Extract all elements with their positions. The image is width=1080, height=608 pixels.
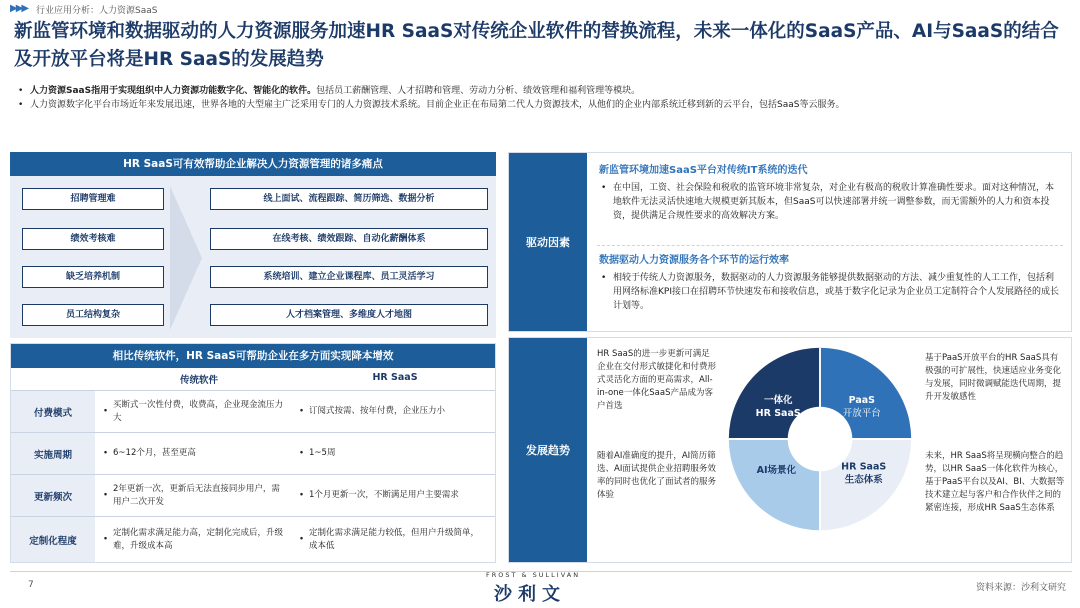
chevron-icon: ▶▶▶ — [10, 3, 28, 14]
drivers-text-2: • 相较于传统人力资源服务，数据驱动的人力资源服务能够提供数据驱动的方法、减少重复性的人工工作，包括利用网络标准KPI接口在招聘环节快速发布和接收信息，或基于数字化记录为企业员工定制符合个人发展路径的成长计划等。 — [599, 271, 1059, 313]
intro-bullet-2-text: 人力资源数字化平台市场近年来发展迅速，世界各地的大型雇主广泛采用专门的人力资源技术系统。目前企业正在布局第二代人力资源技术，从他们的企业内部系统迁移到新的云平台，包括SaaS等云服务。 — [30, 100, 845, 110]
trends-label: 发展趋势 — [509, 338, 587, 562]
cell-traditional: • 6~12个月，甚至更高 — [97, 433, 293, 474]
table-row — [11, 432, 495, 474]
pain-item: 缺乏培养机制 — [22, 266, 164, 288]
pain-item: 招聘管理难 — [22, 188, 164, 210]
trend-text-top-left: HR SaaS的进一步更新可满足企业在交付形式敏捷化和付费形式灵活化方面的更高需求，All-in-one一体化SaaS产品成为客户首选 — [597, 349, 717, 411]
table-row — [11, 516, 495, 562]
solution-item: 系统培训、建立企业课程库、员工灵活学习 — [210, 266, 488, 288]
cell-traditional: • 2年更新一次，更新后无法直接同步用户，需用户二次开发 — [97, 475, 293, 516]
quadrant-1-line-1: 一体化 — [763, 394, 793, 406]
trend-text-bottom-right: 未来，HR SaaS将呈现横向整合的趋势，以HR SaaS一体化软件为核心，基于PaaS平台以及AI、BI、大数据等技术建立起与客户和合作伙伴之间的紧密连接，形成HR SaaS生态体系 — [925, 451, 1065, 513]
column-header-saas: HR SaaS — [372, 372, 418, 383]
pain-item: 绩效考核难 — [22, 228, 164, 250]
drivers-panel — [508, 152, 1072, 332]
brand-logo: 沙利文 — [494, 584, 566, 605]
intro-bullet-1-text: 包括员工薪酬管理、人才招聘和管理、劳动力分析、绩效管理和福利管理等模块。 — [316, 86, 641, 96]
trend-text-bottom-left: 随着AI准确度的提升，AI简历筛选、AI面试提供企业招聘服务效率的同时也优化了面试者的服务体验 — [597, 451, 717, 500]
drivers-text-1: • 在中国，工资、社会保险和税收的监管环境非常复杂，对企业有极高的税收计算准确性要求。面对这种情况，本地软件无法灵活快速地大规模更新其版本，但SaaS可以快速部署并统一调整参数，而无需额外的人力和资本投资，提供满足合规性要求的高效解决方案。 — [599, 181, 1059, 223]
cell-saas: • 订阅式按需、按年付费，企业压力小 — [293, 391, 491, 432]
breadcrumb: 行业应用分析：人力资源SaaS — [36, 6, 158, 16]
comparison-panel — [10, 343, 496, 563]
intro-bullets — [16, 84, 1066, 112]
source-note: 资料来源：沙利文研究 — [975, 583, 1066, 593]
cell-traditional: • 定制化需求满足能力高，定制化完成后，升级难，升级成本高 — [97, 517, 293, 562]
row-label: 定制化程度 — [11, 517, 95, 562]
quadrant-4-line-1: HR SaaS — [841, 461, 887, 473]
drivers-label: 驱动因素 — [509, 153, 587, 331]
pain-panel-heading: HR SaaS可有效帮助企业解决人力资源管理的诸多痛点 — [10, 152, 496, 176]
top-bar — [0, 0, 1080, 18]
trend-donut-diagram — [725, 344, 915, 534]
cell-saas: • 1个月更新一次，不断满足用户主要需求 — [293, 475, 491, 516]
cell-saas: • 1~5周 — [293, 433, 491, 474]
quadrant-4-line-2: 生态体系 — [844, 474, 883, 486]
solution-item: 人才档案管理、多维度人才地图 — [210, 304, 488, 326]
compare-panel-heading: 相比传统软件，HR SaaS可帮助企业在多方面实现降本增效 — [11, 344, 495, 368]
pain-item: 员工结构复杂 — [22, 304, 164, 326]
table-row — [11, 390, 495, 432]
quadrant-2-line-2: 开放平台 — [842, 408, 881, 420]
drivers-subheading-2: 数据驱动人力资源服务各个环节的运行效率 — [599, 255, 789, 266]
arrow-right-icon — [170, 186, 202, 330]
pain-points-panel — [10, 152, 496, 338]
trends-panel — [508, 337, 1072, 563]
page-title: 新监管环境和数据驱动的人力资源服务加速HR SaaS对传统企业软件的替换流程，未来一体化的SaaS产品、AI与SaaS的结合及开放平台将是HR SaaS的发展趋势 — [14, 21, 1059, 70]
quadrant-2-line-1: PaaS — [848, 394, 875, 406]
intro-bullet-1-bold: 人力资源SaaS指用于实现组织中人力资源功能数字化、智能化的软件。 — [30, 86, 317, 96]
row-label: 实施周期 — [11, 433, 95, 474]
quadrant-1-line-2: HR SaaS — [755, 408, 801, 420]
column-header-traditional: 传统软件 — [179, 375, 218, 386]
drivers-subheading-1: 新监管环境加速SaaS平台对传统IT系统的迭代 — [599, 165, 808, 176]
divider — [597, 245, 1063, 246]
intro-bullet-1 — [16, 84, 1066, 98]
intro-bullet-2 — [16, 98, 1066, 112]
quadrant-3-label: AI场景化 — [756, 465, 796, 477]
cell-traditional: • 买断式一次性付费，收费高，企业现金流压力大 — [97, 391, 293, 432]
row-label: 付费模式 — [11, 391, 95, 432]
solution-item: 线上面试、流程跟踪、简历筛选、数据分析 — [210, 188, 488, 210]
trend-text-top-right: 基于PaaS开放平台的HR SaaS具有极强的可扩展性，快速适应业务变化与发展，同时微调赋能迭代周期，提升开发敏感性 — [925, 353, 1062, 402]
page-number: 7 — [28, 580, 34, 590]
brand-subtitle: FROST & SULLIVAN — [486, 571, 581, 579]
row-label: 更新频次 — [11, 475, 95, 516]
solution-item: 在线考核、绩效跟踪、自动化薪酬体系 — [210, 228, 488, 250]
cell-saas: • 定制化需求满足能力较低，但用户升级简单，成本低 — [293, 517, 491, 562]
table-row — [11, 474, 495, 516]
